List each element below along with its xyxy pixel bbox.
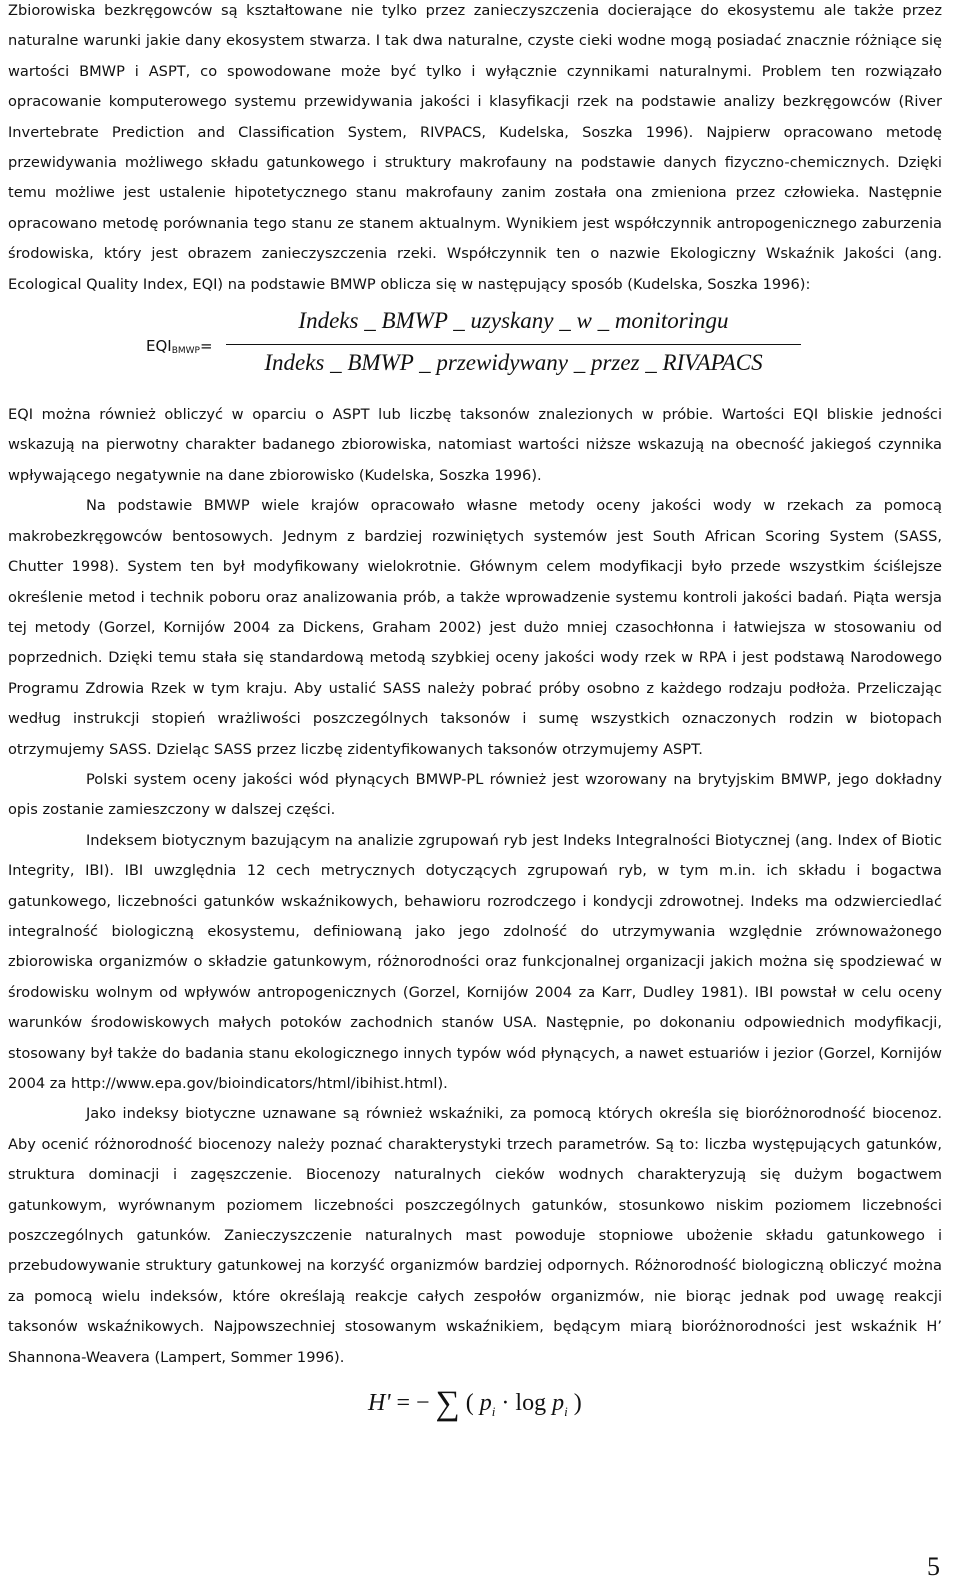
multiply-dot: · — [501, 1390, 510, 1417]
shannon-formula — [8, 1373, 942, 1435]
eqi-denominator: Indeks _ BMWP _ przewidywany _ przez _ RIVAPACS — [264, 350, 763, 376]
eqi-subscript: BMWP — [171, 346, 200, 357]
page-number: 5 — [927, 1552, 940, 1581]
document-page — [8, 0, 942, 1435]
eqi-formula-lhs — [146, 337, 213, 356]
shannon-equals: = − — [396, 1390, 430, 1417]
paragraph-bmwp-pl: Polski system oceny jakości wód płynących BMWP-PL również jest wzorowany na brytyjskim BMWP, jego dokładny opis zostanie zamieszczony w dalszej części. — [8, 770, 942, 819]
paragraph-eqi: EQI można również obliczyć w oparciu o ASPT lub liczbę taksonów znalezionych w próbie. Wartości EQI bliskie jedności wskazują na pierwotny charakter badanego zbiorowiska, natomiast wartości niższe wskazują na obecność jakiegoś czynnika wpływającego negatywnie na dane zbiorowisko (Kudelska, Soszka 1996). — [8, 406, 942, 484]
p-subscript: i — [491, 1403, 496, 1419]
shannon-lhs: H' — [368, 1390, 391, 1417]
eqi-formula — [8, 304, 942, 400]
eqi-label: EQI — [146, 337, 172, 356]
p-variable: p — [479, 1390, 492, 1417]
sigma-symbol: ∑ — [435, 1385, 460, 1423]
fraction-bar — [226, 344, 801, 345]
close-paren: ) — [573, 1390, 582, 1417]
paragraph-sass: Na podstawie BMWP wiele krajów opracowało własne metody oceny jakości wody w rzekach za pomocą makrobezkręgowców bentosowych. Jednym z bardziej rozwiniętych systemów jest South African Scoring System (SASS, Chutter 1998). System ten był modyfikowany wielokrotnie. Głównym celem modyfikacji było przede wszystkim ściślejsze określenie metod i technik poboru oraz analizowania prób, a także wprowadzenie systemu kontroli jakości badań. Piąta wersja tej metody (Gorzel, Kornijów 2004 za Dickens, Graham 2002) jest dużo mniej czasochłonna i łatwiejsza w stosowaniu od poprzednich. Dzięki temu stała się standardową metodą szybkiej oceny jakości wody rzek w RPA i jest podstawą Narodowego Programu Zdrowia Rzek w tym kraju. Aby ustalić SASS należy pobrać próby osobno z każdego rodzaju podłoża. Przeliczając według instrukcji stopień wrażliwości poszczególnych taksonów i sumę wszystkich oznaczonych rodzin w biotopach otrzymujemy SASS. Dzieląc SASS przez liczbę zidentyfikowanych taksonów otrzymujemy ASPT. — [8, 497, 942, 758]
eqi-numerator: Indeks _ BMWP _ uzyskany _ w _ monitoringu — [298, 308, 729, 334]
log-function: log — [515, 1390, 547, 1417]
eqi-equals: = — [199, 337, 213, 356]
paragraph-rivpacs: Zbiorowiska bezkręgowców są kształtowane nie tylko przez zanieczyszczenia docierające do ekosystemu ale także przez naturalne warunki jakie dany ekosystem stwarza. I tak dwa naturalne, czyste cieki wodne mogą posiadać znacznie różniące się wartości BMWP i ASPT, co spowodowane może być tylko i wyłącznie czynnikami naturalnymi. Problem ten rozwiązało opracowanie komputerowego systemu przewidywania jakości i klasyfikacji rzek na podstawie analizy bezkręgowców (River Invertebrate Prediction and Classification System, RIVPACS, Kudelska, Soszka 1996). Najpierw opracowano metodę przewidywania możliwego składu gatunkowego i struktury makrofauny na podstawie danych fizyczno-chemicznych. Dzięki temu możliwe jest ustalenie hipotetycznego stanu makrofauny zanim została ona zmieniona przez człowieka. Następnie opracowano metodę porównania tego stanu ze stanem aktualnym. Wynikiem jest współczynnik antropogenicznego zaburzenia środowiska, który jest obrazem zanieczyszczenia rzeki. Współczynnik ten o nazwie Ekologiczny Wskaźnik Jakości (ang. Ecological Quality Index, EQI) na podstawie BMWP oblicza się w następujący sposób (Kudelska, Soszka 1996): — [8, 2, 942, 293]
p-subscript-2: i — [564, 1403, 568, 1419]
shannon-expression — [368, 1385, 582, 1423]
open-paren: ( — [465, 1390, 474, 1417]
paragraph-ibi: Indeksem biotycznym bazującym na analizie zgrupowań ryb jest Indeks Integralności Biotycznej (ang. Index of Biotic Integrity, IBI). IBI uwzględnia 12 cech metrycznych dotyczących zgrupowań ryb, w tym m.in. ich składu i bogactwa gatunkowego, liczebności gatunków wskaźnikowych, behawioru rozrodczego i kondycji zdrowotnej. Indeks ma odzwierciedlać integralność biologiczną ekosystemu, definiowaną jako jego zdolność do utrzymywania względnie zrównoważonego zbiorowiska organizmów o składzie gatunkowym, różnorodności oraz funkcjonalnej organizacji jakich można się spodziewać w środowisku wolnym od wpływów antropogenicznych (Gorzel, Kornijów 2004 za Karr, Dudley 1981). IBI powstał w celu oceny warunków środowiskowych małych potoków zachodnich stanów USA. Następnie, po dokonaniu odpowiednich modyfikacji, stosowany był także do badania stanu ekologicznego innych typów wód płynących, a nawet estuariów i jezior (Gorzel, Kornijów 2004 za http://www.epa.gov/bioindicators/html/ibihist.html). — [8, 831, 942, 1092]
p-variable-2: p — [552, 1390, 565, 1417]
paragraph-biodiversity: Jako indeksy biotyczne uznawane są również wskaźniki, za pomocą których określa się bioróżnorodność biocenoz. Aby ocenić różnorodność biocenozy należy poznać charakterystyki trzech parametrów. Są to: liczba występujących gatunków, struktura dominacji i zagęszczenie. Biocenozy naturalnych cieków wodnych charakteryzują się dużym bogactwem gatunkowym, wyrównanym poziomem liczebności poszczególnych gatunków, stosunkowo niskim poziomem liczebności poszczególnych gatunków. Zanieczyszczenie naturalnych mast powoduje stopniowe ubożenie składu gatunkowego i przebudowywanie struktury gatunkowej na korzyść organizmów bardziej odpornych. Różnorodność biologiczną obliczyć można za pomocą wielu indeksów, które określają reakcje całych zespołów organizmów, nie biorąc jednak pod uwagę reakcji taksonów wskaźnikowych. Najpowszechniej stosowanym wskaźnikiem, będącym miarą bioróżnorodności jest wskaźnik H’ Shannona-Weavera (Lampert, Sommer 1996). — [8, 1105, 942, 1366]
